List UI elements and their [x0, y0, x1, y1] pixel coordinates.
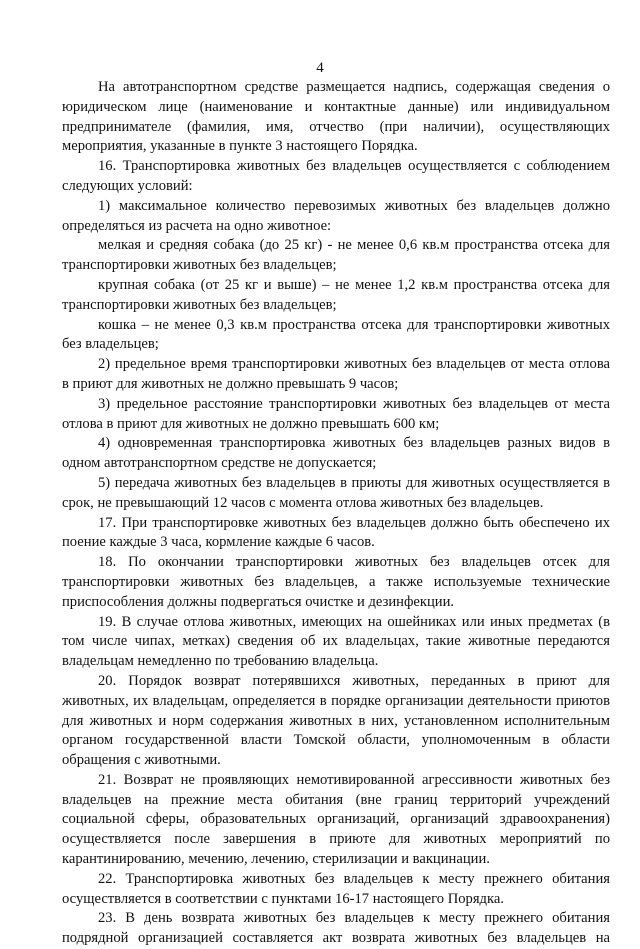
paragraph-17: 17. При транспортировке животных без владельцев должно быть обеспечено их поение каждые 3 часа, кормление каждые 6 часов. — [62, 514, 610, 551]
paragraph-cat: кошка – не менее 0,3 кв.м пространства отсека для транспортировки животных без владельцев; — [62, 316, 610, 353]
paragraph-19: 19. В случае отлова животных, имеющих на ошейниках или иных предметах (в том числе чипах, метках) сведения об их владельцах, такие животные передаются владельцам немедленно по требованию владельца. — [62, 613, 610, 670]
paragraph-16-item-2: 2) предельное время транспортировки животных без владельцев от места отлова в приют для животных не должно превышать 9 часов; — [62, 356, 610, 392]
paragraph-18: 18. По окончании транспортировки животных без владельцев отсек для транспортировки животных без владельцев, а также используемые технические приспособления должны подвергаться очистке и дезинфекции. — [62, 554, 610, 610]
paragraph-20: 20. Порядок возврат потерявшихся животных, переданных в приют для животных, их владельцам, определяется в порядке организации деятельности приютов для животных и норм содержания животных в них, установленном исполнительным органом государственной власти Томской области, уполномоченным в области обращения с животными. — [62, 672, 610, 769]
paragraph-small-dog: мелкая и средняя собака (до 25 кг) - не менее 0,6 кв.м пространства отсека для транспортировки животных без владельцев; — [62, 237, 610, 274]
document-body — [62, 78, 610, 949]
paragraph-large-dog: крупная собака (от 25 кг и выше) – не менее 1,2 кв.м пространства отсека для транспортировки животных без владельцев; — [62, 276, 610, 313]
paragraph-16-item-3: 3) предельное расстояние транспортировки животных без владельцев от места отлова в приют для животных не должно превышать 600 км; — [62, 395, 610, 432]
paragraph-22: 22. Транспортировка животных без владельцев к месту прежнего обитания осуществляется в соответствии с пунктами 16-17 настоящего Порядка. — [62, 870, 610, 907]
paragraph-16-item-5: 5) передача животных без владельцев в приюты для животных осуществляется в срок, не превышающий 12 часов с момента отлова животных без владельцев. — [62, 474, 610, 511]
paragraph-23: 23. В день возврата животных без владельцев к месту прежнего обитания подрядной организацией составляется акт возврата животных без владельцев на — [62, 910, 610, 947]
paragraph-16-item-4: 4) одновременная транспортировка животных без владельцев разных видов в одном автотранспортном средстве не допускается; — [62, 435, 610, 472]
paragraph-16: 16. Транспортировка животных без владельцев осуществляется с соблюдением следующих условий: — [62, 158, 610, 194]
paragraph-vehicle-inscription: На автотранспортном средстве размещается надпись, содержащая сведения о юридическом лице (наименование и контактные данные) или индивидуальном предпринимателе (фамилия, имя, отчество (при наличии), осуществляющих мероприятия, указанные в пункте 3 настоящего Порядка. — [62, 79, 610, 155]
paragraph-21: 21. Возврат не проявляющих немотивированной агрессивности животных без владельцев на прежние места обитания (вне границ территорий учреждений социальной сферы, образовательных организаций, организаций здравоохранения) осуществляется после завершения в приюте для животных мероприятий по карантинированию, мечению, лечению, стерилизации и вакцинации. — [62, 771, 610, 868]
page-number: 4 — [316, 60, 324, 76]
paragraph-16-item-1: 1) максимальное количество перевозимых животных без владельцев должно определяться из расчета на одно животное: — [62, 197, 610, 234]
